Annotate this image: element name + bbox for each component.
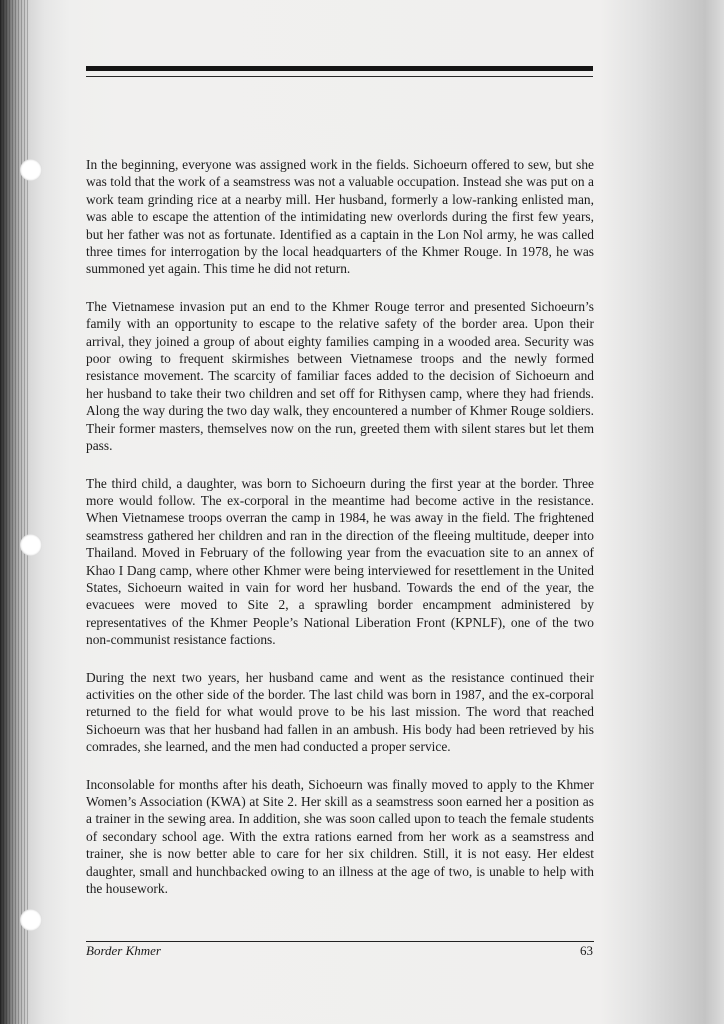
header-rule-thin bbox=[86, 76, 593, 77]
header-rule-thick bbox=[86, 66, 593, 71]
punch-hole-bottom bbox=[20, 909, 42, 931]
binding-shadow bbox=[0, 0, 30, 1024]
paragraph-2: The Vietnamese invasion put an end to the Khmer Rouge terror and presented Sichoeurn’s family with an opportunity to escape to the relative safety of the border area. Upon their arrival, they joined a group of about eighty families camping in a wooded area. Security was poor owing to frequent skirmishes between Vietnamese troops and the newly formed resistance movement. The scarcity of familiar faces added to the decision of Sichoeurn and her husband to take their two children and set off for Rithysen camp, where they had friends. Along the way during the two day walk, they encountered a number of Khmer Rouge soldiers. Their former masters, themselves now on the run, greeted them with silent stares but let them pass. bbox=[86, 298, 594, 454]
paragraph-5: Inconsolable for months after his death, Sichoeurn was finally moved to apply to the Khmer Women’s Association (KWA) at Site 2. Her skill as a seamstress soon earned her a position as a trainer in the sewing area. In addition, she was soon called upon to teach the female students of secondary school age. With the extra rations earned from her work as a seamstress and trainer, she is now better able to care for her six children. Still, it is not easy. Her eldest daughter, small and hunchbacked owing to an illness at the age of two, is unable to help with the housework. bbox=[86, 776, 594, 897]
footer-page-number: 63 bbox=[580, 943, 593, 958]
footer-rule bbox=[86, 941, 594, 942]
paragraph-4: During the next two years, her husband came and went as the resistance continued their activities on the other side of the border. The last child was born in 1987, and the ex-corporal returned to the field for what would prove to be his last mission. The word that reached Sichoeurn was that her husband had fallen in an ambush. His body had been retrieved by his comrades, she learned, and the men had conducted a proper service. bbox=[86, 669, 594, 755]
punch-hole-top bbox=[20, 159, 42, 181]
footer-running-title: Border Khmer bbox=[86, 943, 161, 958]
punch-hole-middle bbox=[20, 534, 42, 556]
body-text bbox=[86, 156, 594, 917]
paragraph-1: In the beginning, everyone was assigned work in the fields. Sichoeurn offered to sew, but she was told that the work of a seamstress was not a valuable occupation. Instead she was put on a work team grinding rice at a nearby mill. Her husband, formerly a low-ranking enlisted man, was able to escape the attention of the intimidating new overlords during the first few years, but her father was not as fortunate. Identified as a captain in the Lon Nol army, he was called three times for interrogation by the local headquarters of the Khmer Rouge. In 1978, he was summoned yet again. This time he did not return. bbox=[86, 157, 594, 277]
paragraph-3: The third child, a daughter, was born to Sichoeurn during the first year at the border. Three more would follow. The ex-corporal in the meantime had become active in the resistance. When Vietnamese troops overran the camp in 1984, he was away in the field. The frightened seamstress gathered her children and ran in the direction of the fleeing multitude, deeper into Thailand. Moved in February of the following year from the evacuation site to an annex of Khao I Dang camp, where other Khmer were being interviewed for resettlement in the United States, Sichoeurn waited in vain for word her husband. Towards the end of the year, the evacuees were moved to Site 2, a sprawling border encampment administered by representatives of the Khmer People’s National Liberation Front (KPNLF), one of the two non-communist resistance factions. bbox=[86, 475, 594, 648]
